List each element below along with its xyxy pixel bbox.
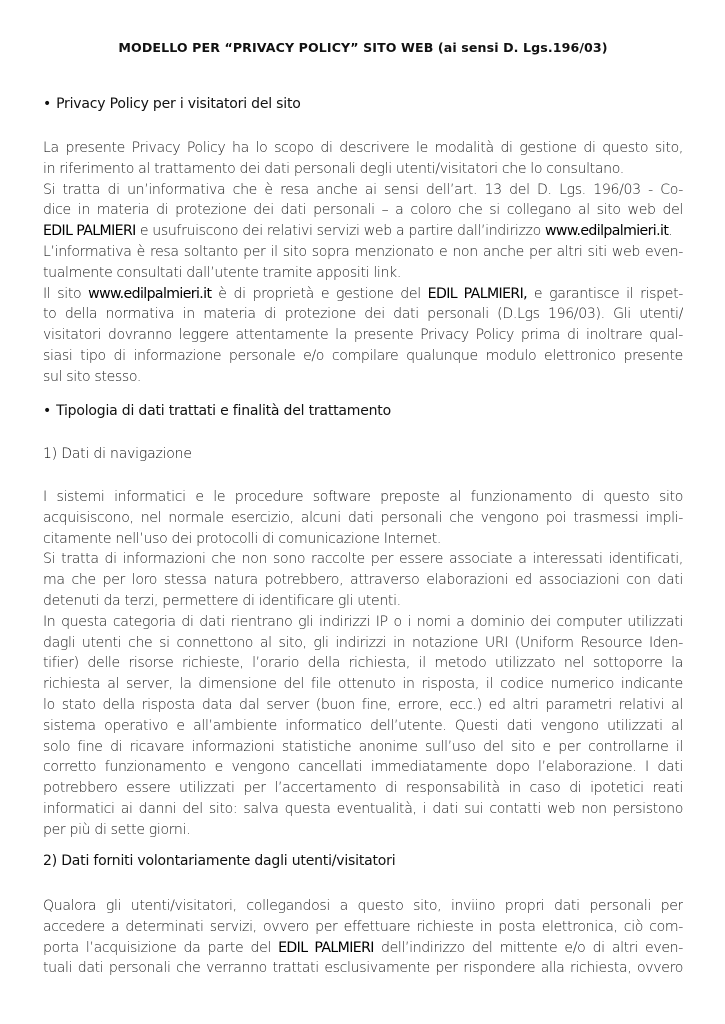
text-line: L’informativa è resa soltanto per il sito sopra menzionato e non anche per altri siti web even- [43, 243, 683, 260]
text-line: citamente nell’uso dei protocolli di comunicazione Internet. [43, 530, 442, 547]
text-line: acquisiscono, nel normale esercizio, alcuni dati personali che vengono poi trasmessi impli- [43, 509, 683, 526]
text-line: visitatori dovranno leggere attentamente la presente Privacy Policy prima di inoltrare qual- [43, 327, 683, 344]
text-line: per più di sette giorni. [43, 821, 191, 838]
text-line: accedere a determinati servizi, ovvero per effettuare richieste in posta elettronica, ciò com- [43, 918, 683, 935]
highlighted-text: EDIL PALMIERI, [427, 285, 528, 302]
text-line: sul sito stesso. [43, 368, 142, 385]
paragraph-dati-navigazione [43, 487, 683, 841]
bullet-icon: • [43, 403, 52, 419]
text-line: richiesta al server, la dimensione del file ottenuto in risposta, il codice numerico indicante [43, 676, 683, 693]
text-segment: e garantisce il rispet- [527, 285, 683, 302]
text-line: tualmente consultati dall’utente tramite appositi link. [43, 264, 401, 281]
text-segment: e usufruiscono dei relativi servizi web a partire dall’indirizzo [135, 223, 545, 240]
text-line: Qualora gli utenti/visitatori, collegandosi a questo sito, inviino propri dati personali per [43, 898, 683, 914]
subheading-dati-forniti: 2) Dati forniti volontariamente dagli utenti/visitatori [43, 853, 396, 869]
text-line: sistema operativo e all’ambiente informatico dell’utente. Questi dati vengono utilizzati al [43, 717, 683, 734]
text-line: corretto funzionamento e vengono cancellati immediatamente dopo l’elaborazione. I dati [43, 759, 683, 776]
text-line: informatici ai danni del sito: salva questa eventualità, i dati sui contatti web non persistono [43, 800, 683, 817]
bullet-icon: • [43, 96, 52, 112]
highlighted-text: EDIL PALMIERI [43, 223, 136, 240]
paragraph-dati-forniti [43, 896, 683, 979]
text-segment: è di proprietà e gestione del [211, 285, 428, 302]
text-line: in riferimento al trattamento dei dati personali degli utenti/visitatori che lo consultano. [43, 160, 624, 177]
highlighted-text: www.edilpalmieri.it [544, 223, 669, 240]
text-line: siasi tipo di informazione personale e/o compilare qualunque modulo elettronico presente [43, 347, 683, 364]
subheading-dati-navigazione: 1) Dati di navigazione [43, 446, 192, 462]
text-line: detenuti da terzi, permettere di identificare gli utenti. [43, 592, 401, 609]
text-line: I sistemi informatici e le procedure software preposte al funzionamento di questo sito [43, 489, 683, 505]
text-line [43, 221, 683, 242]
text-line: lo stato della risposta data dal server (buon fine, errore, ecc.) ed altri parametri relativi al [43, 696, 683, 713]
text-segment: Il sito [43, 285, 89, 302]
text-segment: porta l’acquisizione da parte del [43, 939, 279, 956]
text-line: solo fine di ricavare informazioni statistiche anonime sull’uso del sito e per controllarne il [43, 738, 683, 755]
text-line: to della normativa in materia di protezione dei dati personali (D.Lgs 196/03). Gli utenti/ [43, 306, 683, 323]
text-line: ma che per loro stessa natura potrebbero, attraverso elaborazioni ed associazioni con dati [43, 572, 683, 589]
text-line: potrebbero essere utilizzati per l’accertamento di responsabilità in caso di ipotetici reati [43, 780, 683, 797]
text-line: Si tratta di un’informativa che è resa anche ai sensi dell’art. 13 del D. Lgs. 196/03 - Co- [43, 181, 683, 198]
section-heading-tipologia: • Tipologia di dati trattati e finalità del trattamento [43, 403, 391, 419]
text-line: La presente Privacy Policy ha lo scopo di descrivere le modalità di gestione di questo sito, [43, 140, 683, 156]
text-segment: . [668, 223, 673, 240]
paragraph-intro [43, 138, 683, 388]
text-line: tuali dati personali che verranno trattati esclusivamente per rispondere alla richiesta, ovvero [43, 960, 683, 977]
document-title: MODELLO PER “PRIVACY POLICY” SITO WEB (ai sensi D. Lgs.196/03) [118, 40, 608, 55]
text-line: dice in materia di protezione dei dati personali – a coloro che si collegano al sito web del [43, 202, 683, 219]
text-segment: dell’indirizzo del mittente e/o di altri even- [373, 939, 683, 956]
text-line: dagli utenti che si connettono al sito, gli indirizzi in notazione URI (Uniform Resource Iden- [43, 634, 683, 651]
highlighted-text: EDIL PALMIERI [278, 939, 374, 956]
highlighted-text: www.edilpalmieri.it [88, 285, 212, 302]
section-heading-privacy-policy: • Privacy Policy per i visitatori del sito [43, 96, 301, 112]
text-line: In questa categoria di dati rientrano gli indirizzi IP o i nomi a dominio dei computer utilizzati [43, 613, 683, 630]
text-line [43, 938, 683, 959]
text-line: tifier) delle risorse richieste, l’orario della richiesta, il metodo utilizzato nel sottoporre la [43, 655, 683, 672]
text-line [43, 284, 683, 305]
text-line: Si tratta di informazioni che non sono raccolte per essere associate a interessati identificati, [43, 551, 683, 568]
